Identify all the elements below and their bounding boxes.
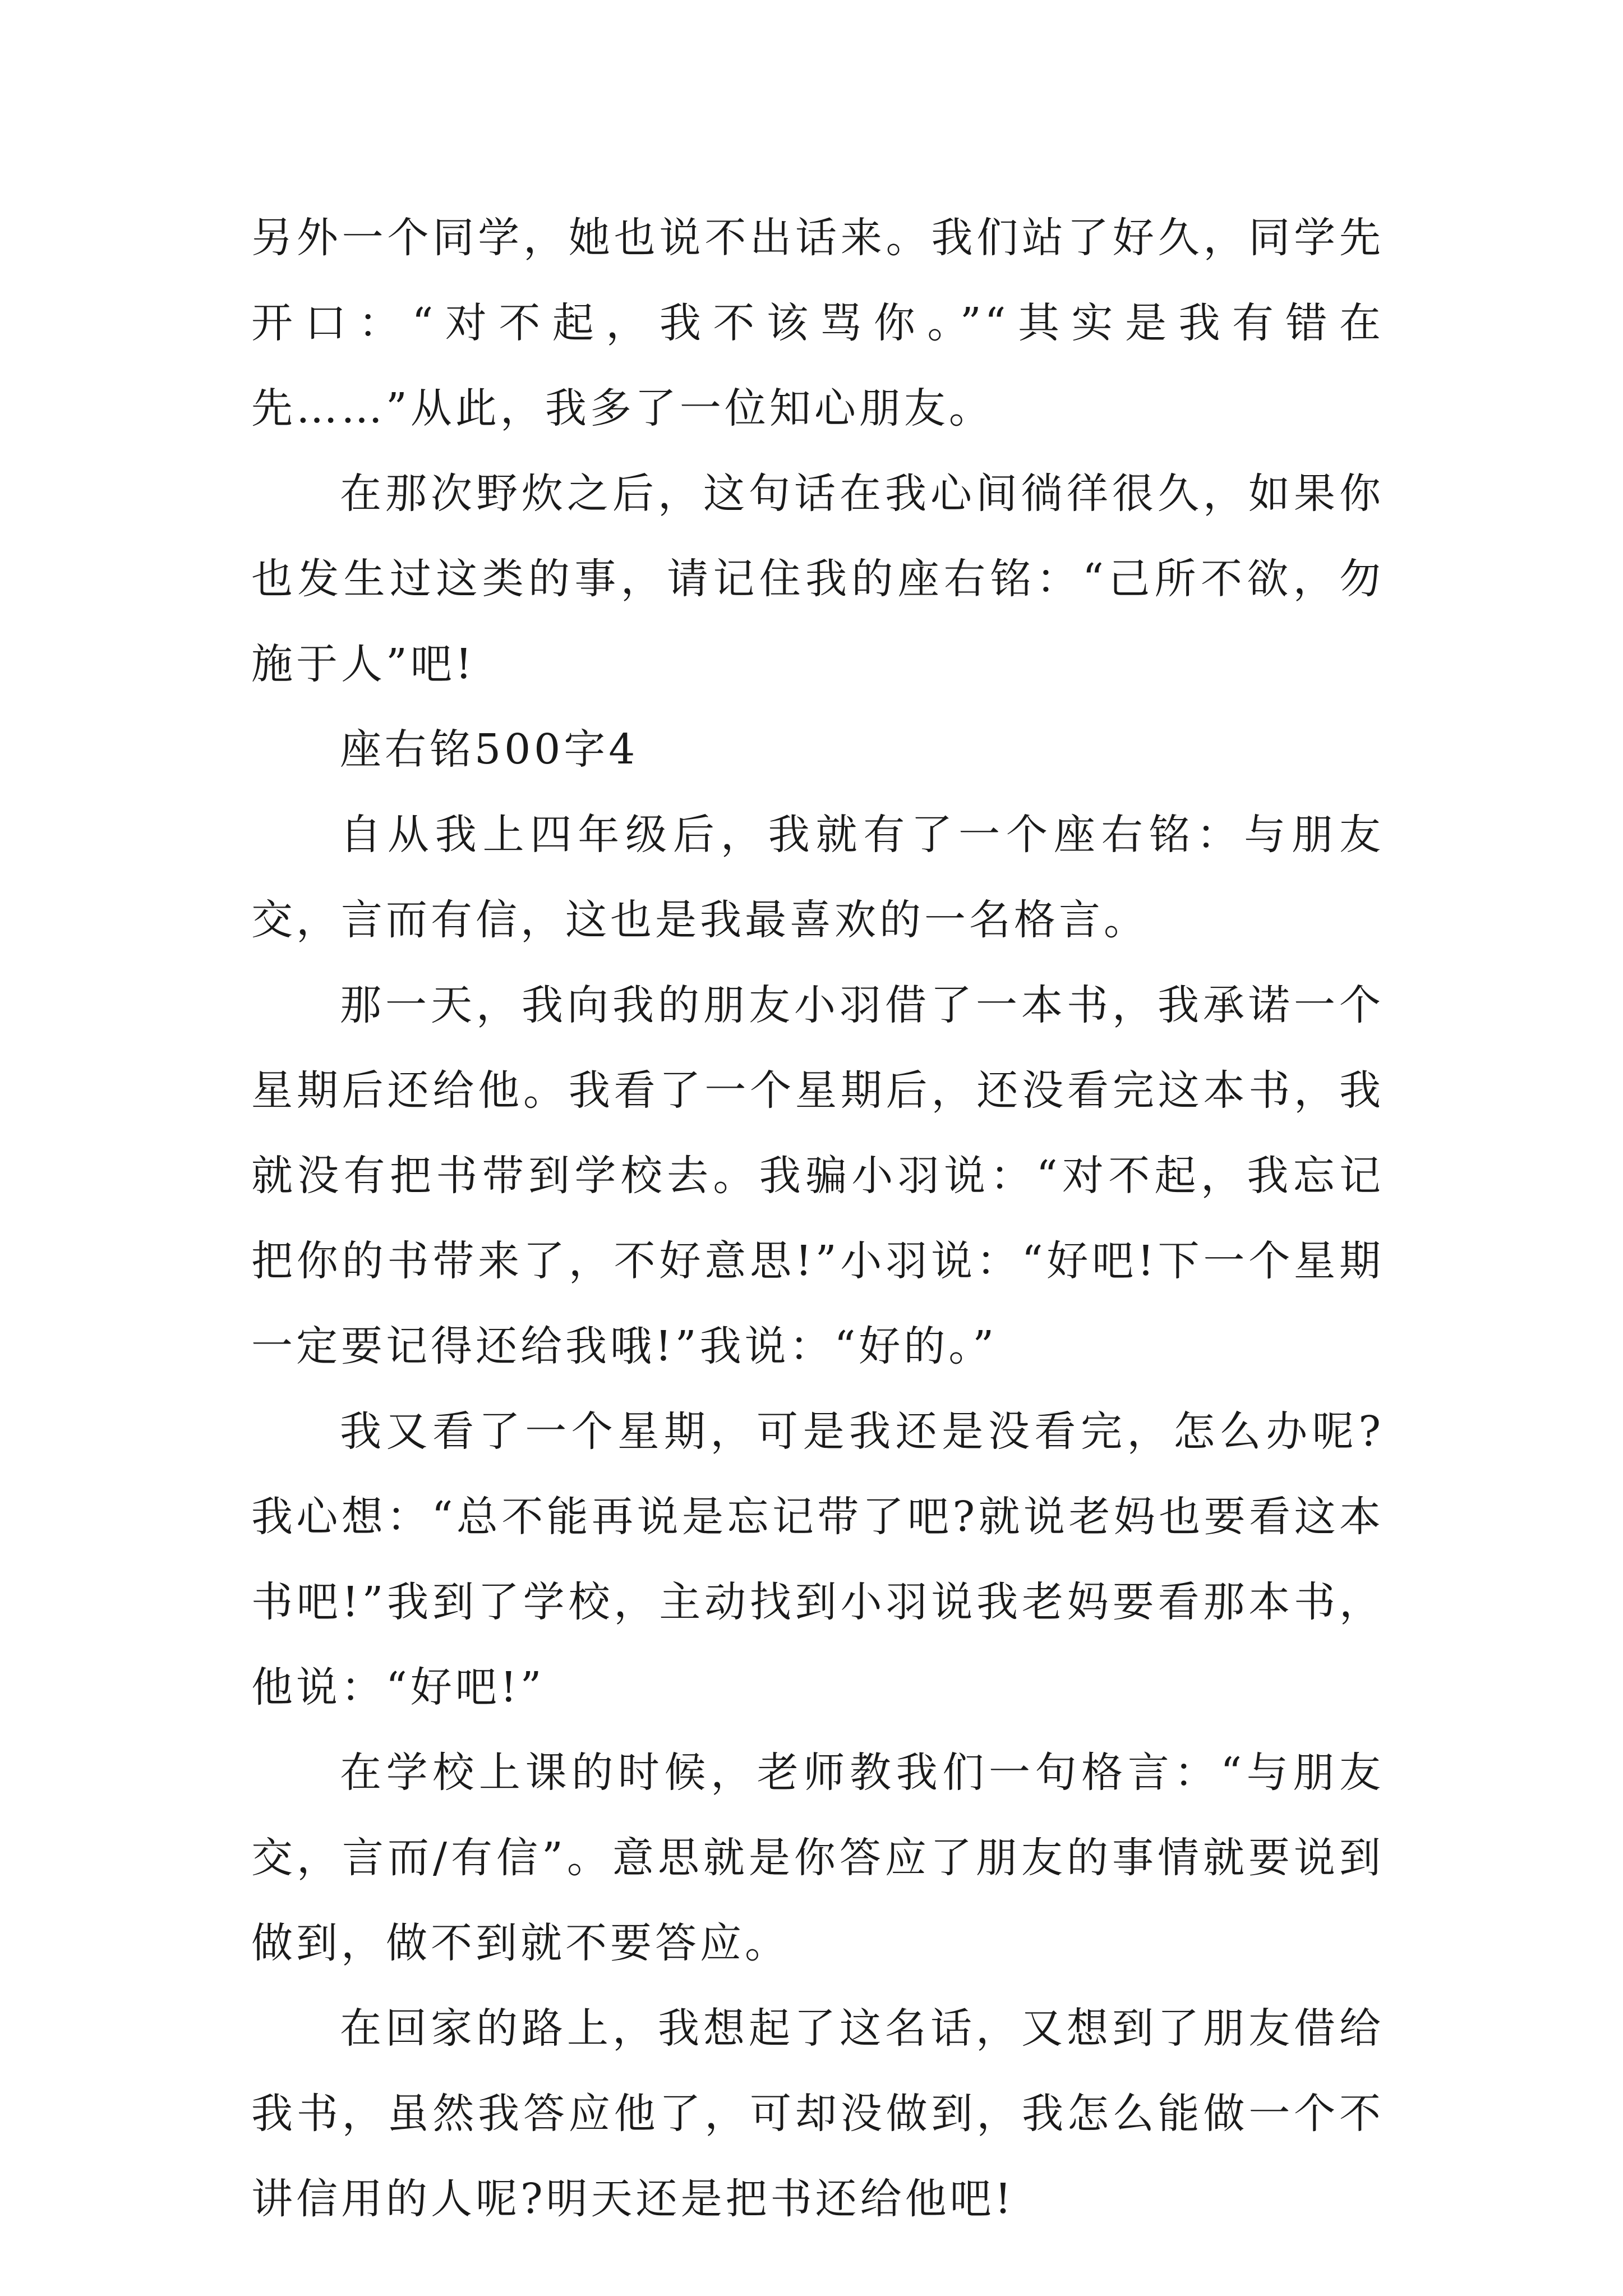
paragraph-5: 我又看了一个星期，可是我还是没看完，怎么办呢?我心想：“总不能再说是忘记带了吧?就说老妈也要看这本书吧!”我到了学校，主动找到小羽说我老妈要看那本书，他说：“好吧!”: [251, 1407, 1384, 1711]
paragraph-7: 在回家的路上，我想起了这名话，又想到了朋友借给我书，虽然我答应他了，可却没做到，我怎么能做一个不讲信用的人呢?明天还是把书还给他吧!: [251, 2004, 1384, 2223]
paragraph-4: 那一天，我向我的朋友小羽借了一本书，我承诺一个星期后还给他。我看了一个星期后，还没看完这本书，我就没有把书带到学校去。我骗小羽说：“对不起，我忘记把你的书带来了，不好意思!”小羽说：“好吧!下一个星期一定要记得还给我哦!”我说：“好的。”: [251, 981, 1384, 1370]
section-heading: 座右铭500字4: [340, 725, 639, 774]
paragraph-3: 自从我上四年级后，我就有了一个座右铭：与朋友交，言而有信，这也是我最喜欢的一名格言。: [251, 811, 1384, 944]
paragraph-1: 另外一个同学，她也说不出话来。我们站了好久，同学先开口：“对不起，我不该骂你。”“其实是我有错在先……”从此，我多了一位知心朋友。: [251, 214, 1384, 432]
document-body: [251, 195, 1384, 2242]
paragraph-6: 在学校上课的时候，老师教我们一句格言：“与朋友交，言而/有信”。意思就是你答应了朋友的事情就要说到做到，做不到就不要答应。: [251, 1749, 1384, 1967]
paragraph-2: 在那次野炊之后，这句话在我心间徜徉很久，如果你也发生过这类的事，请记住我的座右铭：“己所不欲，勿施于人”吧!: [251, 470, 1384, 688]
